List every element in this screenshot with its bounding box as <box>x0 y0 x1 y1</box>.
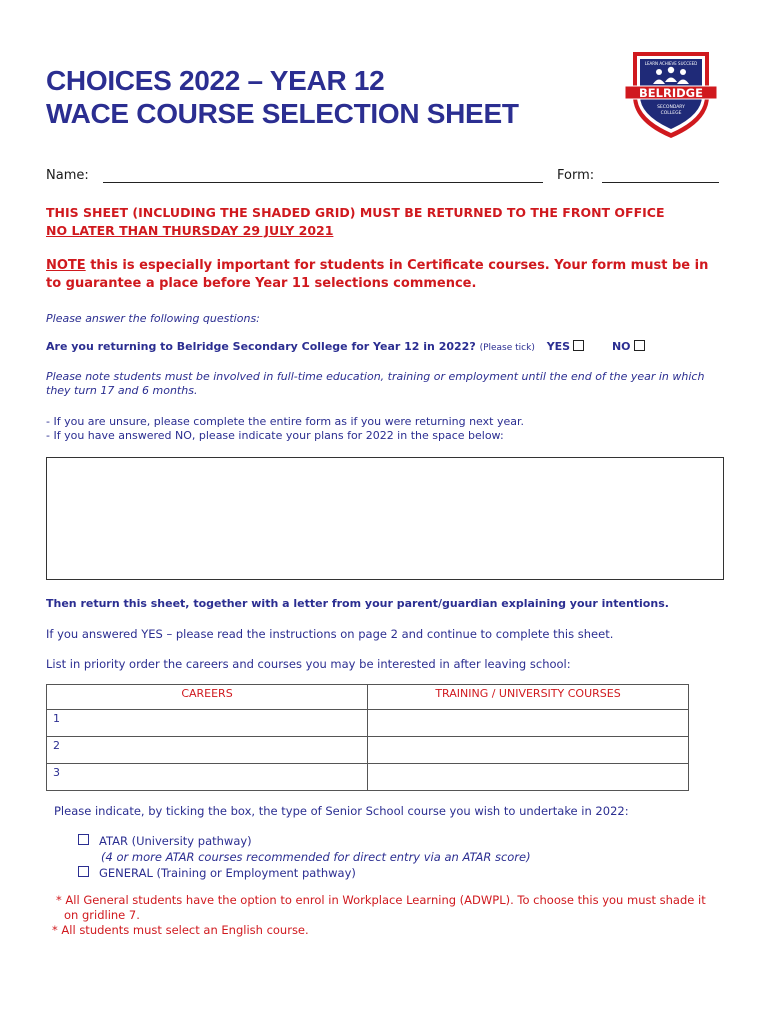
return-deadline-warning <box>46 204 664 240</box>
college-logo <box>623 44 719 140</box>
title-line-2: WACE COURSE SELECTION SHEET <box>46 98 519 129</box>
return-instruction: Then return this sheet, together with a letter from your parent/guardian explaining your intentions. <box>46 597 669 610</box>
page-title <box>46 64 519 130</box>
course-cell[interactable] <box>368 737 689 764</box>
atar-checkbox[interactable] <box>78 834 89 845</box>
returning-question-text: Are you returning to Belridge Secondary College for Year 12 in 2022? <box>46 340 476 353</box>
careers-header: CAREERS <box>47 685 368 710</box>
general-checkbox[interactable] <box>78 866 89 877</box>
name-field[interactable] <box>103 168 543 183</box>
careers-courses-table <box>46 684 689 791</box>
returning-question <box>46 340 645 353</box>
logo-name: BELRIDGE <box>639 86 703 100</box>
note-text: this is especially important for students in Certificate courses. Your form must be in to guarantee a place before Year 11 selections commence. <box>46 258 709 291</box>
form-field[interactable] <box>602 168 719 183</box>
logo-motto: LEARN ACHIEVE SUCCEED <box>644 61 698 66</box>
no-checkbox[interactable] <box>634 340 645 351</box>
career-cell[interactable]: 1 <box>47 710 368 737</box>
if-yes-instruction: If you answered YES – please read the instructions on page 2 and continue to complete this sheet. <box>46 627 614 641</box>
plans-textarea[interactable] <box>46 457 724 580</box>
footnote-general: * All General students have the option to enrol in Workplace Learning (ADWPL). To choose this you must shade it on gridline 7. <box>56 893 706 922</box>
table-row <box>47 710 689 737</box>
unsure-instructions <box>46 415 524 443</box>
table-row <box>47 764 689 791</box>
general-label: GENERAL (Training or Employment pathway) <box>99 866 356 880</box>
atar-label: ATAR (University pathway) <box>99 834 252 848</box>
yes-label: YES <box>546 340 571 353</box>
name-form-row <box>46 168 719 186</box>
full-time-note: Please note students must be involved in full-time education, training or employment until the end of the year in which they turn 17 and 6 months. <box>46 370 705 397</box>
table-row <box>47 737 689 764</box>
note-label: NOTE <box>46 258 86 273</box>
logo-sub-2: COLLEGE <box>660 111 682 116</box>
footnote-english: * All students must select an English course. <box>52 923 309 937</box>
title-line-1: CHOICES 2022 – YEAR 12 <box>46 65 385 96</box>
course-cell[interactable] <box>368 710 689 737</box>
no-label: NO <box>611 340 631 353</box>
unsure-line-2: - If you have answered NO, please indicate your plans for 2022 in the space below: <box>46 429 504 442</box>
footnotes <box>52 893 712 938</box>
course-cell[interactable] <box>368 764 689 791</box>
atar-sub-label: (4 or more ATAR courses recommended for direct entry via an ATAR score) <box>101 850 531 864</box>
course-type-prompt: Please indicate, by ticking the box, the type of Senior School course you wish to undertake in 2022: <box>54 804 629 818</box>
career-cell[interactable]: 2 <box>47 737 368 764</box>
name-label: Name: <box>46 168 89 183</box>
yes-checkbox[interactable] <box>573 340 584 351</box>
warning-line-2: NO LATER THAN THURSDAY 29 JULY 2021 <box>46 223 334 238</box>
list-instruction: List in priority order the careers and courses you may be interested in after leaving school: <box>46 657 571 671</box>
questions-intro: Please answer the following questions: <box>46 312 260 325</box>
career-cell[interactable]: 3 <box>47 764 368 791</box>
form-label: Form: <box>557 168 595 183</box>
certificate-note <box>46 257 726 293</box>
unsure-line-1: - If you are unsure, please complete the entire form as if you were returning next year. <box>46 415 524 428</box>
courses-header: TRAINING / UNIVERSITY COURSES <box>368 685 689 710</box>
course-type-options <box>78 833 531 881</box>
logo-sub-1: SECONDARY <box>657 105 685 110</box>
warning-line-1: THIS SHEET (INCLUDING THE SHADED GRID) MUST BE RETURNED TO THE FRONT OFFICE <box>46 205 665 220</box>
tick-hint: (Please tick) <box>479 343 535 353</box>
